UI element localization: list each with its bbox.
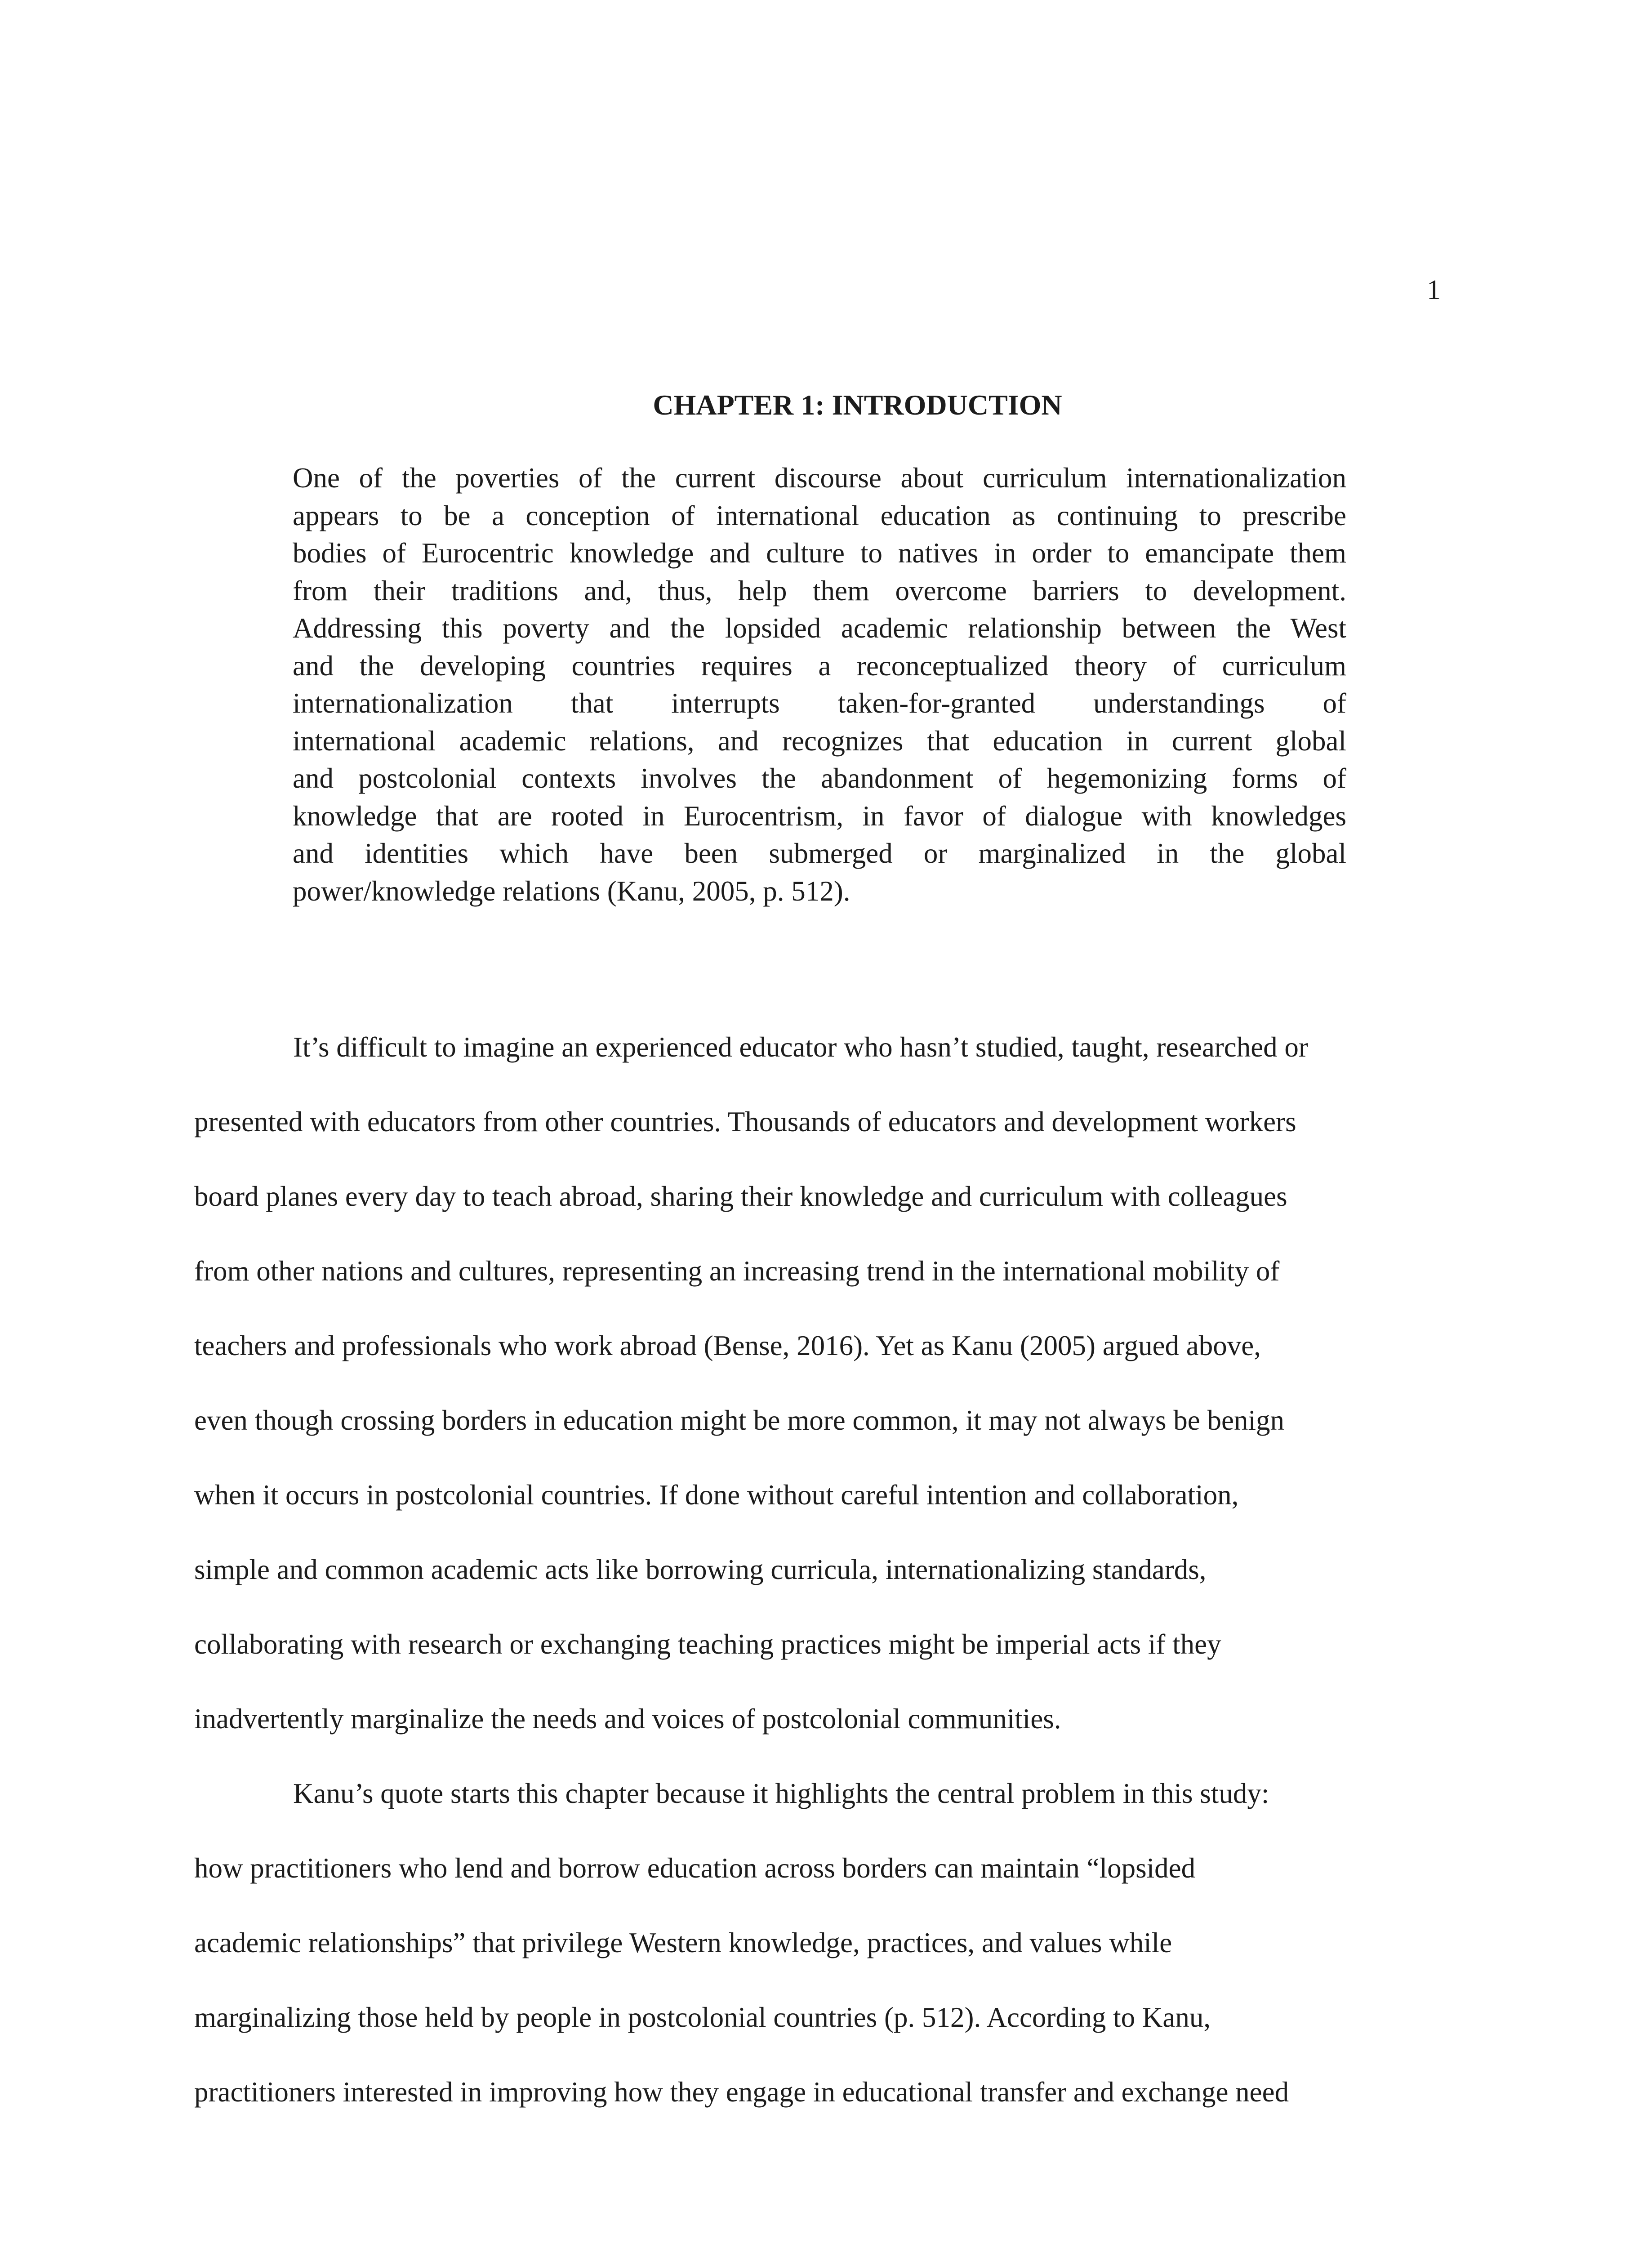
block-quote-line: One of the poverties of the current discourse about curriculum internationalization bbox=[293, 462, 1346, 494]
block-quote-line: knowledge that are rooted in Eurocentrism, in favor of dialogue with knowledges bbox=[293, 800, 1346, 832]
block-quote bbox=[293, 459, 1346, 910]
paragraph-line: simple and common academic acts like borrowing curricula, internationalizing standards, bbox=[194, 1554, 1207, 1585]
block-quote-line: and postcolonial contexts involves the abandonment of hegemonizing forms of bbox=[293, 763, 1346, 794]
block-quote-line: international academic relations, and recognizes that education in current global bbox=[293, 725, 1346, 757]
paragraph-line: board planes every day to teach abroad, sharing their knowledge and curriculum with colleagues bbox=[194, 1181, 1287, 1212]
paragraph-line: when it occurs in postcolonial countries. If done without careful intention and collaboration, bbox=[194, 1479, 1239, 1511]
paragraph-line: Kanu’s quote starts this chapter because it highlights the central problem in this study: bbox=[293, 1778, 1269, 1809]
paragraph-line: It’s difficult to imagine an experienced educator who hasn’t studied, taught, researched or bbox=[293, 1031, 1308, 1063]
paragraph-line: presented with educators from other countries. Thousands of educators and development workers bbox=[194, 1106, 1296, 1137]
block-quote-line: and the developing countries requires a reconceptualized theory of curriculum bbox=[293, 650, 1346, 682]
paragraph-line: from other nations and cultures, representing an increasing trend in the international mobility of bbox=[194, 1255, 1280, 1287]
block-quote-line: from their traditions and, thus, help them overcome barriers to development. bbox=[293, 575, 1346, 607]
block-quote-line: internationalization that interrupts taken-for-granted understandings of bbox=[293, 687, 1346, 719]
block-quote-line: bodies of Eurocentric knowledge and culture to natives in order to emancipate them bbox=[293, 537, 1346, 569]
paragraph-line: collaborating with research or exchanging teaching practices might be imperial acts if they bbox=[194, 1628, 1221, 1660]
paragraph-2 bbox=[194, 1756, 1451, 2129]
paragraph-line: practitioners interested in improving how they engage in educational transfer and exchange need bbox=[194, 2076, 1289, 2108]
chapter-title: CHAPTER 1: INTRODUCTION bbox=[653, 388, 1062, 421]
paragraph-line: inadvertently marginalize the needs and voices of postcolonial communities. bbox=[194, 1703, 1061, 1735]
page-number: 1 bbox=[1427, 275, 1441, 305]
block-quote-line: Addressing this poverty and the lopsided academic relationship between the West bbox=[293, 612, 1346, 644]
block-quote-line: power/knowledge relations (Kanu, 2005, p. 512). bbox=[293, 875, 850, 907]
paragraph-line: teachers and professionals who work abroad (Bense, 2016). Yet as Kanu (2005) argued above, bbox=[194, 1330, 1261, 1361]
body-text bbox=[194, 1010, 1451, 2129]
paragraph-1 bbox=[194, 1010, 1451, 1756]
paragraph-line: academic relationships” that privilege Western knowledge, practices, and values while bbox=[194, 1927, 1172, 1958]
paragraph-line: how practitioners who lend and borrow education across borders can maintain “lopsided bbox=[194, 1852, 1196, 1884]
block-quote-line: and identities which have been submerged or marginalized in the global bbox=[293, 838, 1346, 869]
paragraph-line: even though crossing borders in education might be more common, it may not always be benign bbox=[194, 1405, 1284, 1436]
paragraph-line: marginalizing those held by people in postcolonial countries (p. 512). According to Kanu, bbox=[194, 2002, 1211, 2033]
block-quote-line: appears to be a conception of international education as continuing to prescribe bbox=[293, 500, 1346, 531]
